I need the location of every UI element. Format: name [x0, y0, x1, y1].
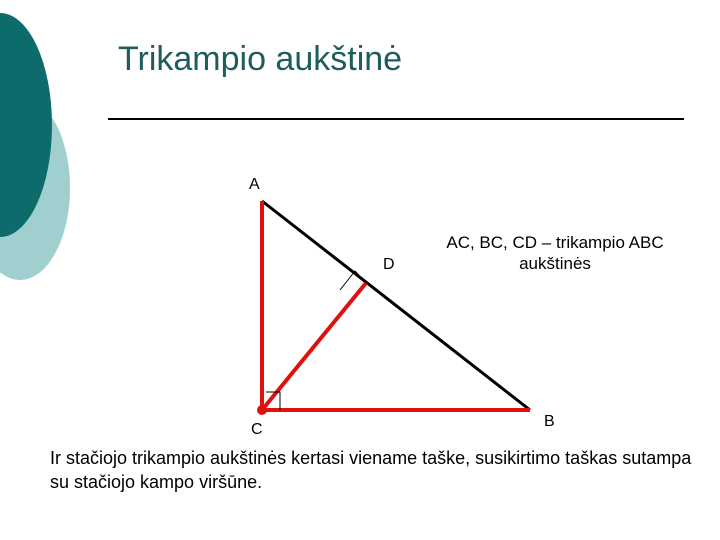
vertex-label-c: C: [251, 421, 263, 438]
conclusion-text: Ir stačiojo trikampio aukštinės kertasi viename taške, susikirtimo taškas sutampa su stačiojo kampo viršūne.: [50, 448, 692, 492]
vertex-c-point: [257, 405, 267, 415]
slide-title: Trikampio aukštinė: [118, 40, 403, 78]
vertex-label-d: D: [383, 256, 395, 273]
vertex-label-b: B: [544, 413, 555, 430]
diagram-caption: AC, BC, CD – trikampio ABC aukštinės: [446, 233, 664, 273]
vertex-label-a: A: [249, 176, 260, 193]
altitude-cd: [262, 283, 366, 410]
